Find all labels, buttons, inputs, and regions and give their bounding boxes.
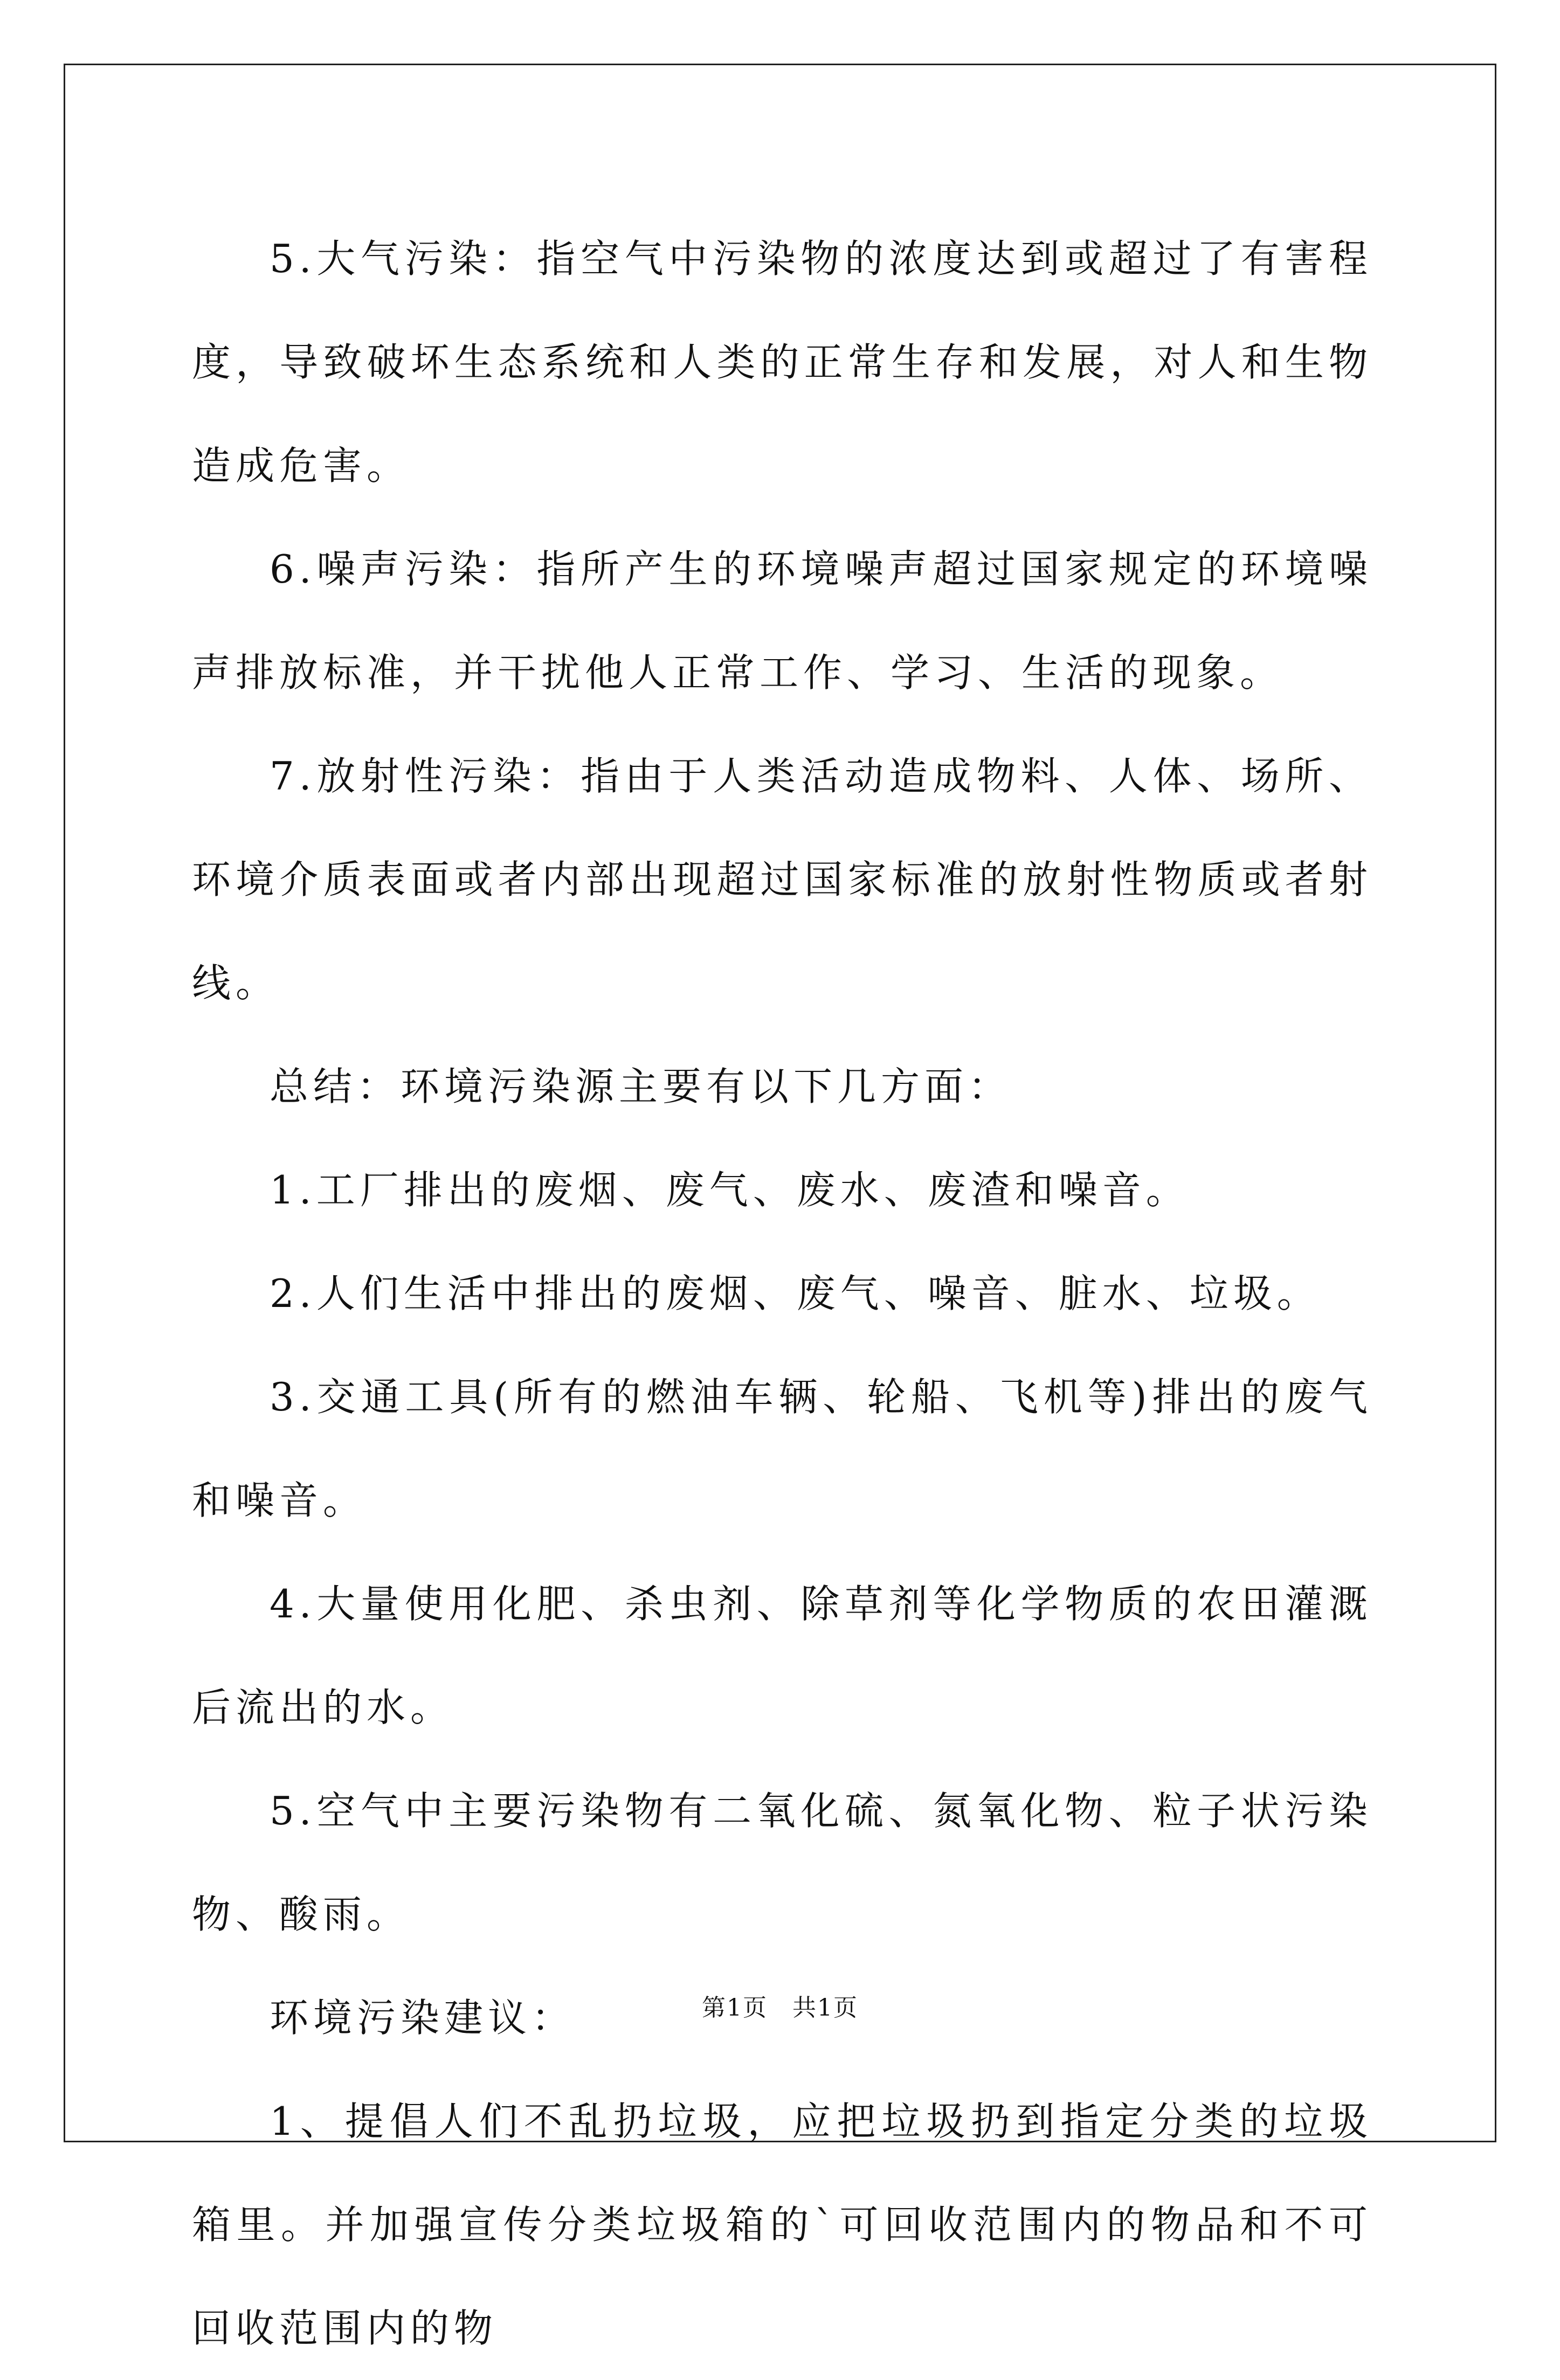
paragraph-source-4: 4.大量使用化肥、杀虫剂、除草剂等化学物质的农田灌溉后流出的水。 <box>192 1581 1372 1730</box>
paragraph-noise-pollution: 6.噪声污染：指所产生的环境噪声超过国家规定的环境噪声排放标准，并干扰他人正常工作、学习、生活的现象。 <box>192 546 1372 695</box>
document-body <box>192 207 1372 2380</box>
paragraph-summary-heading: 总结：环境污染源主要有以下几方面： <box>270 1064 1012 1109</box>
paragraph-source-2: 2.人们生活中排出的废烟、废气、噪音、脏水、垃圾。 <box>270 1271 1321 1316</box>
paragraph-suggestions-heading: 环境污染建议： <box>270 1995 576 2040</box>
page-footer: 第1页 共1页 <box>702 1994 858 2022</box>
paragraph-source-5: 5.空气中主要污染物有二氧化硫、氮氧化物、粒子状污染物、酸雨。 <box>192 1788 1372 1937</box>
paragraph-suggestion-1: 1、提倡人们不乱扔垃圾，应把垃圾扔到指定分类的垃圾箱里。并加强宣传分类垃圾箱的`可回收范围内的物品和不可回收范围内的物 <box>192 2099 1372 2351</box>
paragraph-radiation-pollution: 7.放射性污染：指由于人类活动造成物料、人体、场所、环境介质表面或者内部出现超过国家标准的放射性物质或者射线。 <box>192 753 1372 1006</box>
paragraph-source-1: 1.工厂排出的废烟、废气、废水、废渣和噪音。 <box>270 1167 1190 1213</box>
paragraph-source-3: 3.交通工具(所有的燃油车辆、轮船、飞机等)排出的废气和噪音。 <box>192 1374 1372 1523</box>
paragraph-air-pollution: 5.大气污染：指空气中污染物的浓度达到或超过了有害程度，导致破坏生态系统和人类的正常生存和发展，对人和生物造成危害。 <box>192 236 1372 488</box>
